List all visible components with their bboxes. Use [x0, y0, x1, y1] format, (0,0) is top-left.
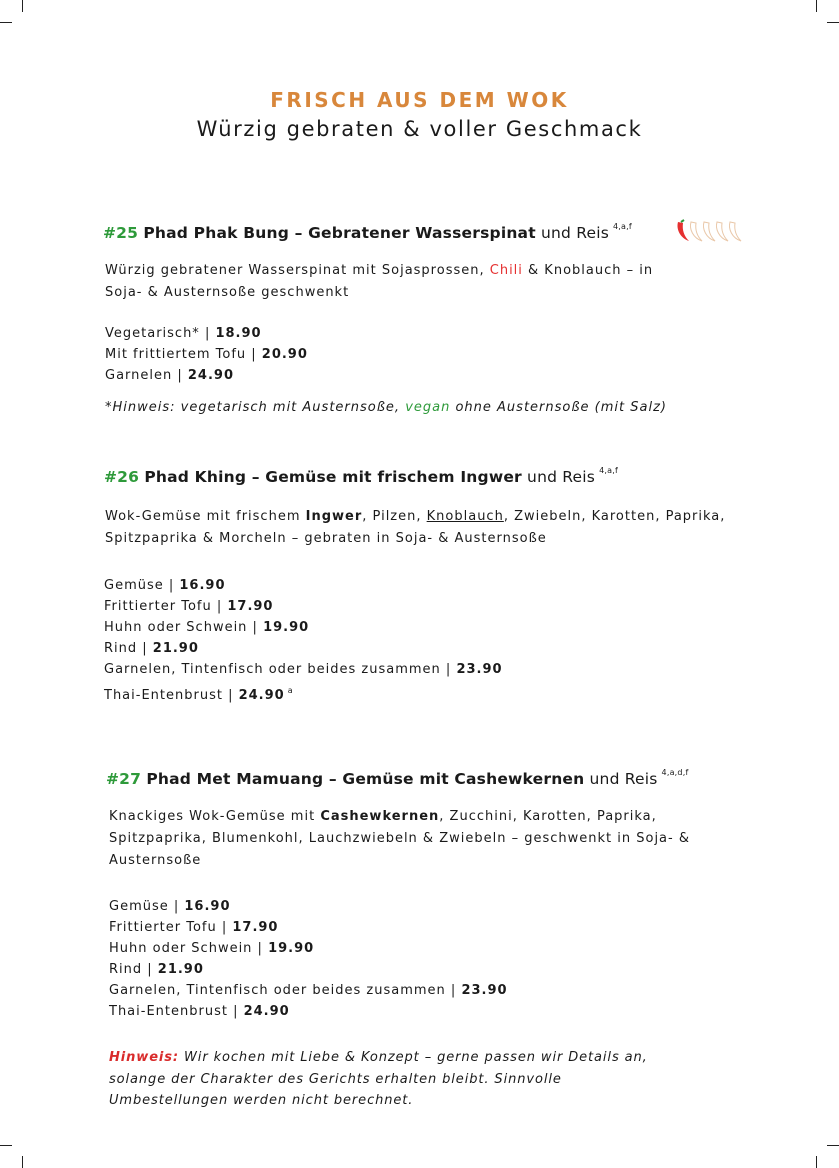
- dish-26-description: Wok-Gemüse mit frischem Ingwer, Pilzen, Knoblauch, Zwiebeln, Karotten, Paprika, Spitzpaprika & Morcheln – gebraten in Soja- & Austernsoße: [105, 509, 726, 546]
- dish-name: Phad Khing – Gemüse mit frischem Ingwer: [144, 468, 522, 486]
- dish-suffix: und Reis: [589, 770, 658, 788]
- crop-mark: [816, 1156, 817, 1168]
- crop-mark: [22, 0, 23, 12]
- allergen-codes: 4,a,f: [613, 222, 632, 231]
- dish-suffix: und Reis: [540, 224, 609, 242]
- price-row: Frittierter Tofu | 17.90: [104, 599, 274, 614]
- final-note: Hinweis: Wir kochen mit Liebe & Konzept – gerne passen wir Details an, solange der Charakter des Gerichts erhalten bleibt. Sinnvolle Umbestellungen werden nicht berechnet.: [109, 1050, 648, 1108]
- price-row: Garnelen, Tintenfisch oder beides zusammen | 23.90: [109, 983, 508, 998]
- dish-26-prices: [104, 575, 503, 706]
- price-row: Garnelen, Tintenfisch oder beides zusammen | 23.90: [104, 662, 503, 677]
- allergen-codes: 4,a,f: [599, 466, 618, 475]
- price-row: Garnelen | 24.90: [105, 368, 235, 383]
- dish-25-prices: [105, 323, 308, 386]
- dish-name: Phad Phak Bung – Gebratener Wasserspinat: [143, 224, 536, 242]
- price-row: Thai-Entenbrust | 24.90 $^a$: [104, 686, 294, 703]
- price-row: Vegetarisch* | 18.90: [105, 326, 262, 341]
- price-row: Huhn oder Schwein | 19.90: [109, 941, 315, 956]
- dish-25-heading: [103, 222, 632, 242]
- allergen-codes: 4,a,d,f: [661, 768, 689, 777]
- dish-number: #27: [106, 770, 142, 788]
- dish-25-description: Würzig gebratener Wasserspinat mit Sojasprossen, Chili & Knoblauch – in Soja- & Austernsoße geschwenkt: [105, 263, 654, 300]
- page-subtitle: Würzig gebraten & voller Geschmack: [196, 117, 643, 141]
- dish-27-heading: [106, 768, 688, 788]
- chili-spice-rating-icon: [675, 219, 745, 243]
- price-row: Gemüse | 16.90: [104, 578, 226, 593]
- dish-26-heading: [104, 466, 618, 486]
- dish-name: Phad Met Mamuang – Gemüse mit Cashewkernen: [146, 770, 585, 788]
- crop-mark: [816, 0, 817, 12]
- dish-25-note: *Hinweis: vegetarisch mit Austernsoße, vegan ohne Austernsoße (mit Salz): [105, 400, 667, 415]
- dish-suffix: und Reis: [527, 468, 596, 486]
- price-row: Mit frittiertem Tofu | 20.90: [105, 347, 308, 362]
- crop-mark: [827, 22, 839, 23]
- price-row: Gemüse | 16.90: [109, 899, 231, 914]
- dish-27-description: Knackiges Wok-Gemüse mit Cashewkernen, Zucchini, Karotten, Paprika, Spitzpaprika, Blumenkohl, Lauchzwiebeln & Zwiebeln – geschwenkt in Soja- & Austernsoße: [109, 809, 690, 868]
- crop-mark: [0, 22, 12, 23]
- price-row: Huhn oder Schwein | 19.90: [104, 620, 310, 635]
- dish-number: #25: [103, 224, 139, 242]
- dish-27-prices: [109, 896, 508, 1022]
- price-row: Rind | 21.90: [104, 641, 199, 656]
- crop-mark: [0, 1145, 12, 1146]
- final-note-label: Hinweis:: [109, 1050, 180, 1065]
- price-row: Frittierter Tofu | 17.90: [109, 920, 279, 935]
- page-title: FRISCH AUS DEM WOK: [270, 88, 569, 112]
- price-row: Thai-Entenbrust | 24.90: [109, 1004, 290, 1019]
- crop-mark: [827, 1145, 839, 1146]
- dish-number: #26: [104, 468, 140, 486]
- price-row: Rind | 21.90: [109, 962, 204, 977]
- crop-mark: [22, 1156, 23, 1168]
